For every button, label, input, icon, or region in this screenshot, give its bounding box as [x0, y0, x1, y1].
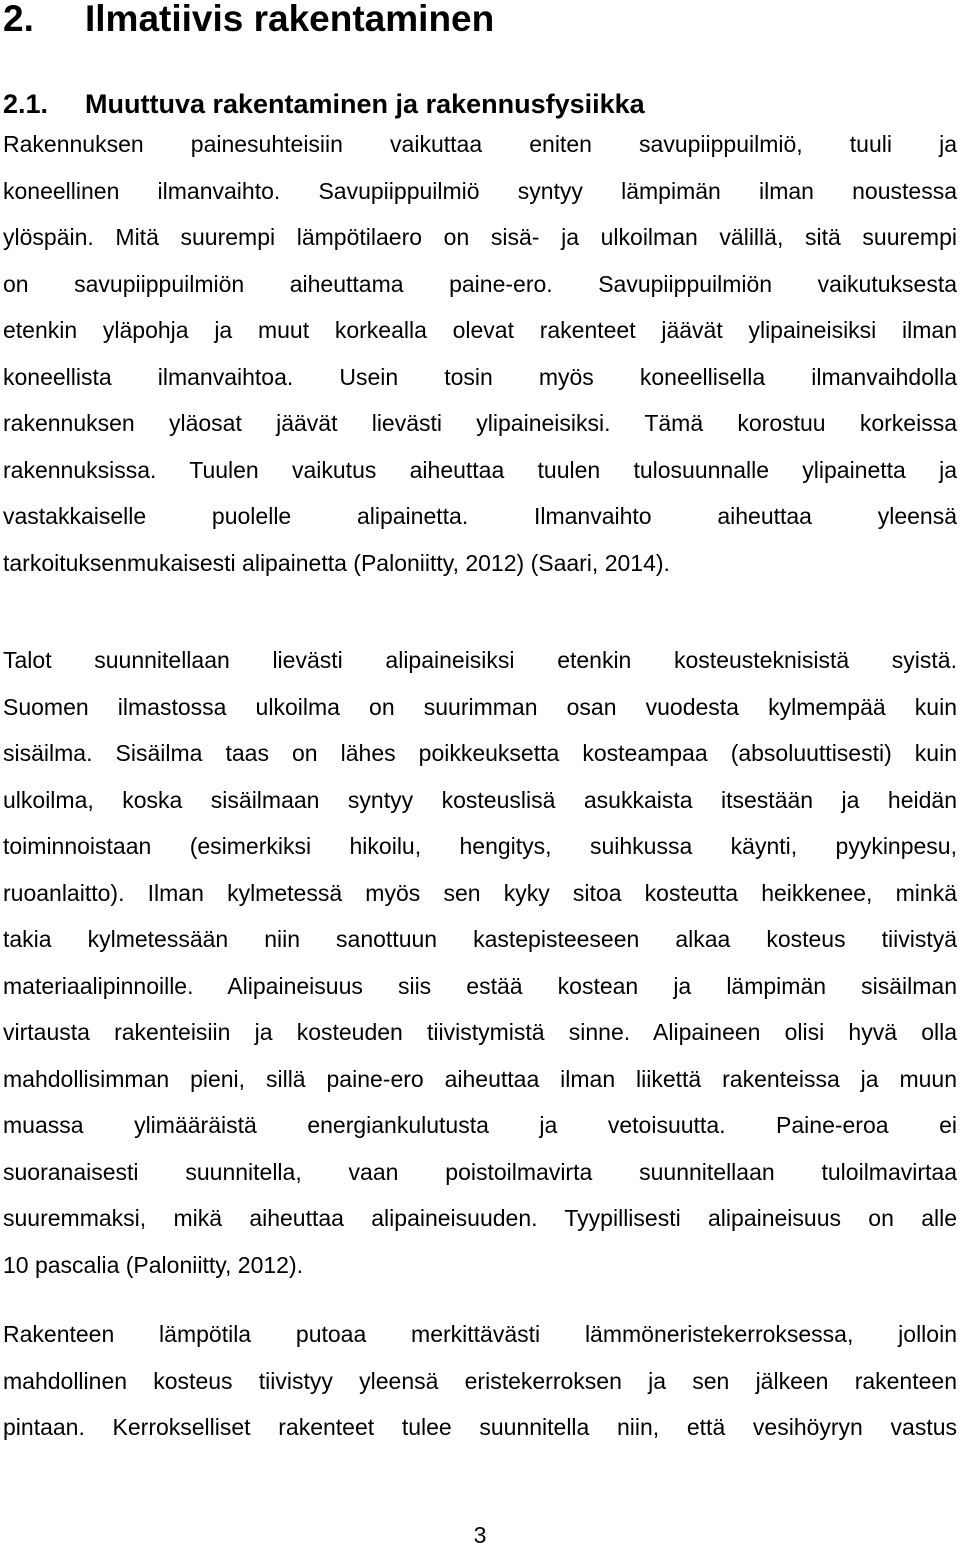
paragraph-structure	[3, 1311, 957, 1451]
paragraph-line: virtausta rakenteisiin ja kosteuden tiivistymistä sinne. Alipaineen olisi hyvä olla	[3, 1019, 957, 1045]
paragraph-line: Suomen ilmastossa ulkoilma on suurimman osan vuodesta kylmempää kuin	[3, 693, 957, 720]
paragraph-line: tarkoituksenmukaisesti alipainetta (Paloniitty, 2012) (Saari, 2014).	[3, 549, 670, 576]
paragraph-line: 10 pascalia (Paloniitty, 2012).	[3, 1251, 304, 1278]
chapter-heading	[3, 0, 494, 37]
paragraph-line: koneellinen ilmanvaihto. Savupiippuilmiö syntyy lämpimän ilman noustessa	[3, 177, 957, 204]
paragraph-line: etenkin yläpohja ja muut korkealla olevat rakenteet jäävät ylipaineisiksi ilman	[3, 317, 957, 343]
paragraph-line: Rakenteen lämpötila putoaa merkittävästi lämmöneristekerroksessa, jolloin	[3, 1321, 957, 1347]
paragraph-line: vastakkaiselle puolelle alipainetta. Ilmanvaihto aiheuttaa yleensä	[3, 503, 957, 529]
paragraph-line: muassa ylimääräistä energiankulutusta ja vetoisuutta. Paine-eroa ei	[3, 1112, 957, 1138]
paragraph-line: pintaan. Kerrokselliset rakenteet tulee suunnitella niin, että vesihöyryn vastus	[3, 1414, 957, 1440]
chapter-title: Ilmatiivis rakentaminen	[85, 0, 495, 39]
paragraph-line: Talot suunnitellaan lievästi alipaineisiksi etenkin kosteusteknisistä syistä.	[3, 647, 957, 673]
paragraph-line: koneellista ilmanvaihtoa. Usein tosin myös koneellisella ilmanvaihdolla	[3, 363, 957, 390]
paragraph-pressure	[3, 121, 957, 586]
paragraph-line: toiminnoistaan (esimerkiksi hikoilu, hengitys, suihkussa käynti, pyykinpesu,	[3, 833, 957, 859]
paragraph-line: ruoanlaitto). Ilman kylmetessä myös sen kyky sitoa kosteutta heikkenee, minkä	[3, 879, 957, 906]
paragraph-line: mahdollisimman pieni, sillä paine-ero aiheuttaa ilman liikettä rakenteissa ja muun	[3, 1065, 957, 1092]
paragraph-line: sisäilma. Sisäilma taas on lähes poikkeuksetta kosteampaa (absoluuttisesti) kuin	[3, 740, 957, 766]
paragraph-line: rakennuksissa. Tuulen vaikutus aiheuttaa tuulen tulosuunnalle ylipainetta ja	[3, 456, 957, 483]
paragraph-line: on savupiippuilmiön aiheuttama paine-ero. Savupiippuilmiön vaikutuksesta	[3, 270, 957, 297]
chapter-number: 2.	[3, 0, 34, 39]
paragraph-line: Rakennuksen painesuhteisiin vaikuttaa eniten savupiippuilmiö, tuuli ja	[3, 131, 957, 157]
paragraph-line: materiaalipinnoille. Alipaineisuus siis estää kostean ja lämpimän sisäilman	[3, 972, 957, 999]
paragraph-line: rakennuksen yläosat jäävät lievästi ylipaineisiksi. Tämä korostuu korkeissa	[3, 410, 957, 436]
paragraph-line: mahdollinen kosteus tiivistyy yleensä eristekerroksen ja sen jälkeen rakenteen	[3, 1367, 957, 1394]
section-heading	[3, 89, 645, 119]
paragraph-moisture	[3, 637, 957, 1288]
section-title: Muuttuva rakentaminen ja rakennusfysiikka	[85, 89, 645, 119]
paragraph-line: ulkoilma, koska sisäilmaan syntyy kosteuslisä asukkaista itsestään ja heidän	[3, 786, 957, 813]
page-number: 3	[473, 1522, 487, 1548]
paragraph-line: takia kylmetessään niin sanottuun kastepisteeseen alkaa kosteus tiivistyä	[3, 926, 957, 952]
paragraph-line: ylöspäin. Mitä suurempi lämpötilaero on sisä- ja ulkoilman välillä, sitä suurempi	[3, 224, 957, 250]
paragraph-line: suoranaisesti suunnitella, vaan poistoilmavirta suunnitellaan tuloilmavirtaa	[3, 1158, 957, 1185]
section-number: 2.1.	[3, 89, 49, 119]
paragraph-line: suuremmaksi, mikä aiheuttaa alipaineisuuden. Tyypillisesti alipaineisuus on alle	[3, 1205, 957, 1231]
